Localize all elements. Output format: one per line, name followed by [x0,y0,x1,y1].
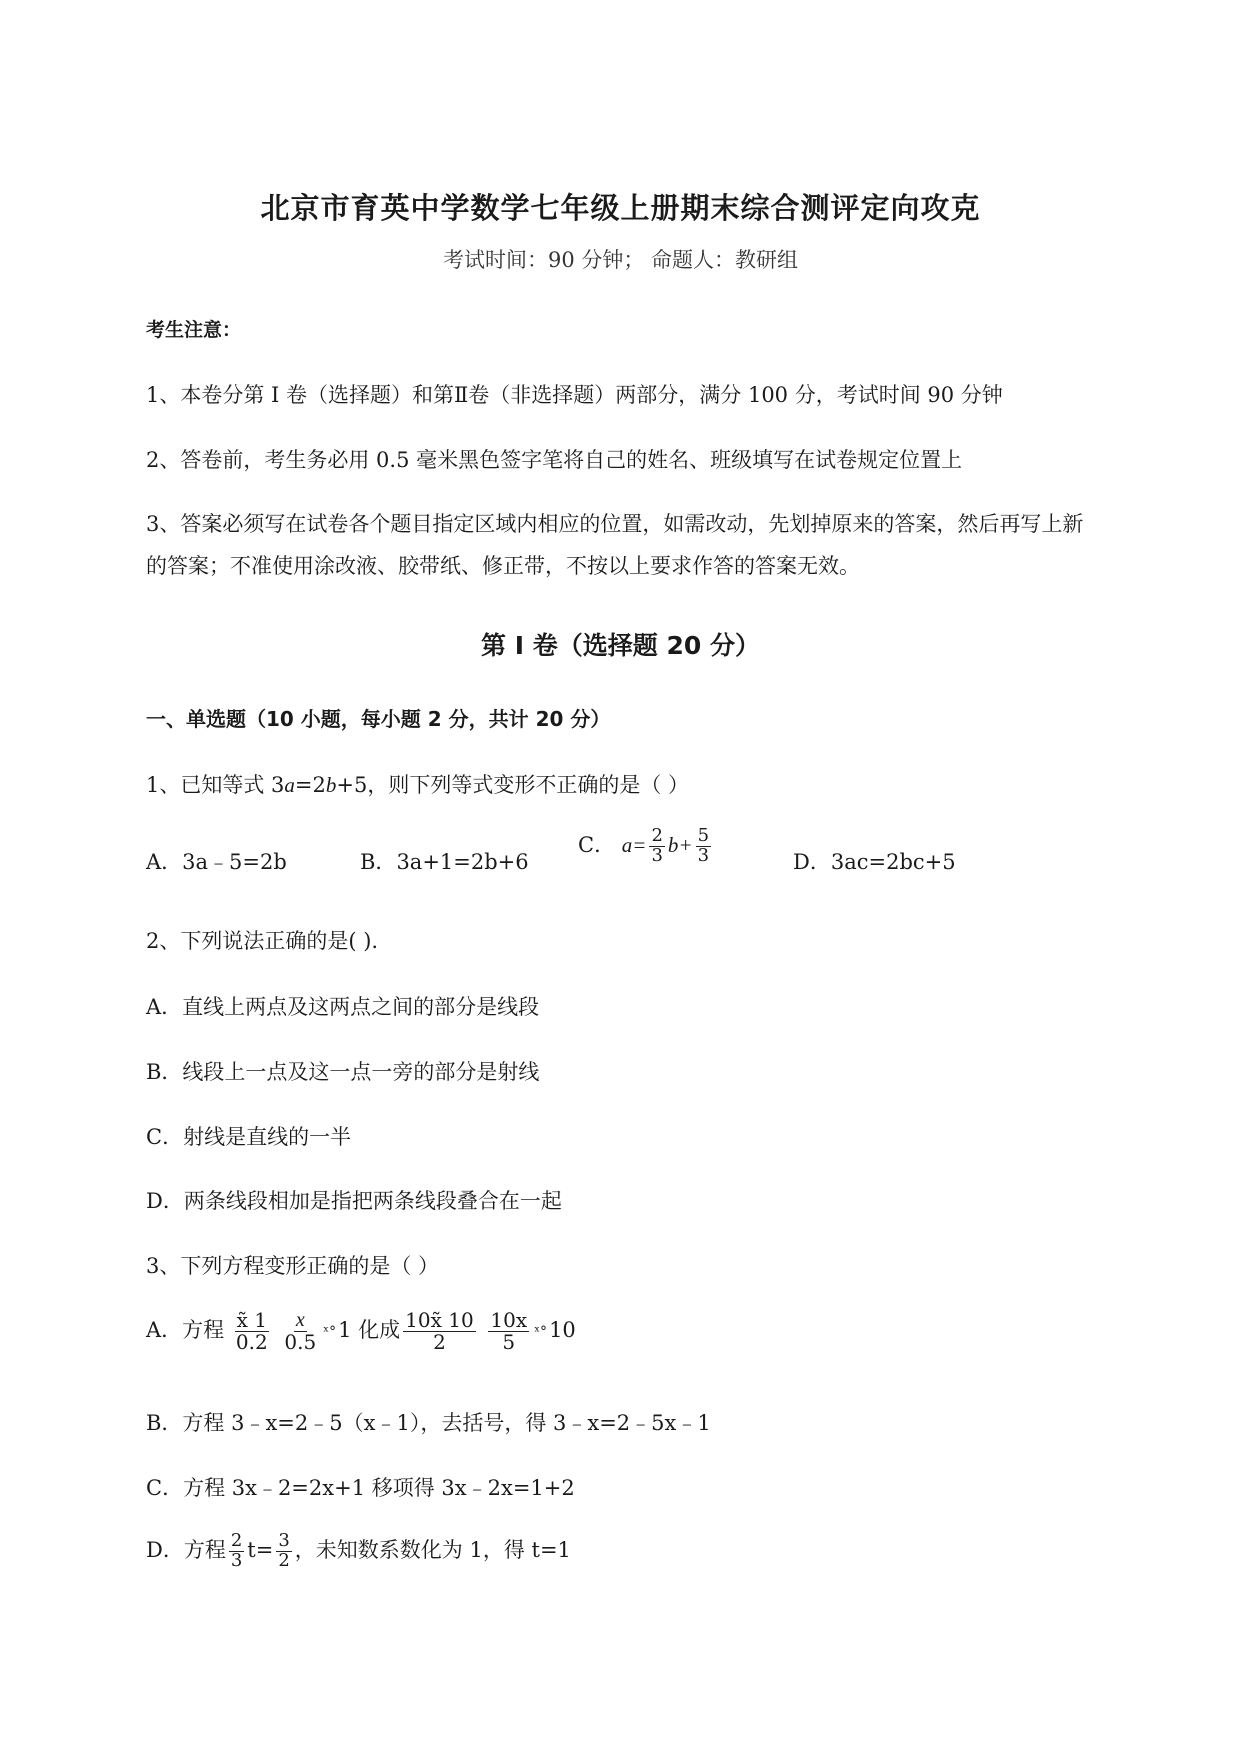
q1-option-c [578,827,714,866]
option-label: B． [360,850,397,874]
fraction-denominator: 2 [278,1549,290,1571]
fraction-denominator: 0.5 [284,1330,317,1354]
q2-option-a: A．直线上两点及这两点之间的部分是线段 [146,995,540,1019]
fraction-numerator: 2 [230,1530,243,1551]
fraction-denominator: 2 [433,1330,446,1354]
exam-subtitle: 考试时间：90 分钟； 命题人：教研组 [442,248,799,272]
option-end: 10 [549,1318,576,1342]
q2-option-c: C．射线是直线的一半 [146,1125,352,1149]
q2-option-d: D．两条线段相加是指把两条线段叠合在一起 [146,1189,562,1213]
garbled-symbol: ˣ° [534,1323,548,1340]
fraction [403,1310,476,1353]
fraction [234,1310,270,1353]
note-item-1: 1、本卷分第 I 卷（选择题）和第Ⅱ卷（非选择题）两部分，满分 100 分，考试时间 90 分钟 [146,383,1003,407]
option-text: 3a+1=2b+6 [396,850,529,874]
option-label: D． [793,850,831,874]
garbled-symbol: ˣ° [323,1323,337,1340]
fraction-numerator: 3 [278,1530,290,1551]
fraction-denominator: 3 [697,844,710,866]
q3-option-c: C．方程 3x﹣2=2x+1 移项得 3x﹣2x=1+2 [146,1476,575,1500]
fraction-numerator: 10x [490,1308,528,1332]
option-text: 3ac=2bc+5 [830,850,956,874]
option-text: 3a﹣5=2b [182,850,287,874]
option-post: ，未知数系数化为 1，得 t=1 [294,1537,571,1562]
fraction-numerator: 5 [697,825,710,846]
exam-title: 北京市育英中学数学七年级上册期末综合测评定向攻克 [260,191,981,225]
fraction [649,827,664,866]
fraction [696,827,711,866]
fraction-numerator: x̃ 1 [236,1308,267,1332]
q3-option-d [146,1532,571,1571]
option-label: C． [578,832,616,857]
option-lhs: a= [621,832,647,857]
option-prefix: D．方程 [146,1537,226,1562]
option-mid: b+ [667,832,693,857]
fraction-denominator: 0.2 [235,1330,268,1354]
fraction-denominator: 5 [502,1330,516,1354]
q1-stem-mid: =2 [294,773,326,797]
note-item-2: 2、答卷前，考生务必用 0.5 毫米黑色签字笔将自己的姓名、班级填写在试卷规定位置上 [146,448,963,472]
option-mid: t= [247,1537,274,1562]
fraction-denominator: 3 [230,1549,243,1571]
q3-option-b: B．方程 3﹣x=2﹣5（x﹣1），去括号，得 3﹣x=2﹣5x﹣1 [146,1411,711,1435]
note-item-3-cont: 的答案；不准使用涂改液、胶带纸、修正带，不按以上要求作答的答案无效。 [146,554,860,578]
fraction-numerator: 10x̃ 10 [405,1308,474,1332]
fraction-denominator: 3 [651,844,663,866]
option-mid: 1 化成 [338,1318,401,1342]
q1-option-d [793,846,956,876]
fraction [229,1532,244,1571]
fraction-numerator: x [295,1309,305,1331]
q3-option-a [146,1310,576,1353]
fraction [276,1532,291,1571]
fraction [282,1310,318,1353]
option-prefix: A．方程 [146,1318,225,1342]
fraction [488,1310,529,1353]
q2-stem: 2、下列说法正确的是( ). [146,929,379,953]
q1-option-a [146,846,287,876]
option-label: A． [146,850,183,874]
q1-stem-post: +5，则下列等式变形不正确的是（ ） [336,773,690,797]
section-title: 第 I 卷（选择题 20 分） [481,631,760,660]
note-item-3: 3、答案必须写在试卷各个题目指定区域内相应的位置，如需改动，先划掉原来的答案，然后再写上新 [146,512,1084,536]
part-heading: 一、单选题（10 小题，每小题 2 分，共计 20 分） [146,707,611,731]
q1-var-b: b [325,773,337,797]
q1-var-a: a [284,773,295,797]
fraction-numerator: 2 [651,825,663,846]
q2-option-b: B．线段上一点及这一点一旁的部分是射线 [146,1060,540,1084]
q3-stem: 3、下列方程变形正确的是（ ） [146,1254,440,1278]
q1-stem [146,769,689,799]
q1-option-b [360,846,529,876]
q1-stem-pre: 1、已知等式 3 [146,773,285,797]
notes-heading: 考生注意： [146,319,242,341]
